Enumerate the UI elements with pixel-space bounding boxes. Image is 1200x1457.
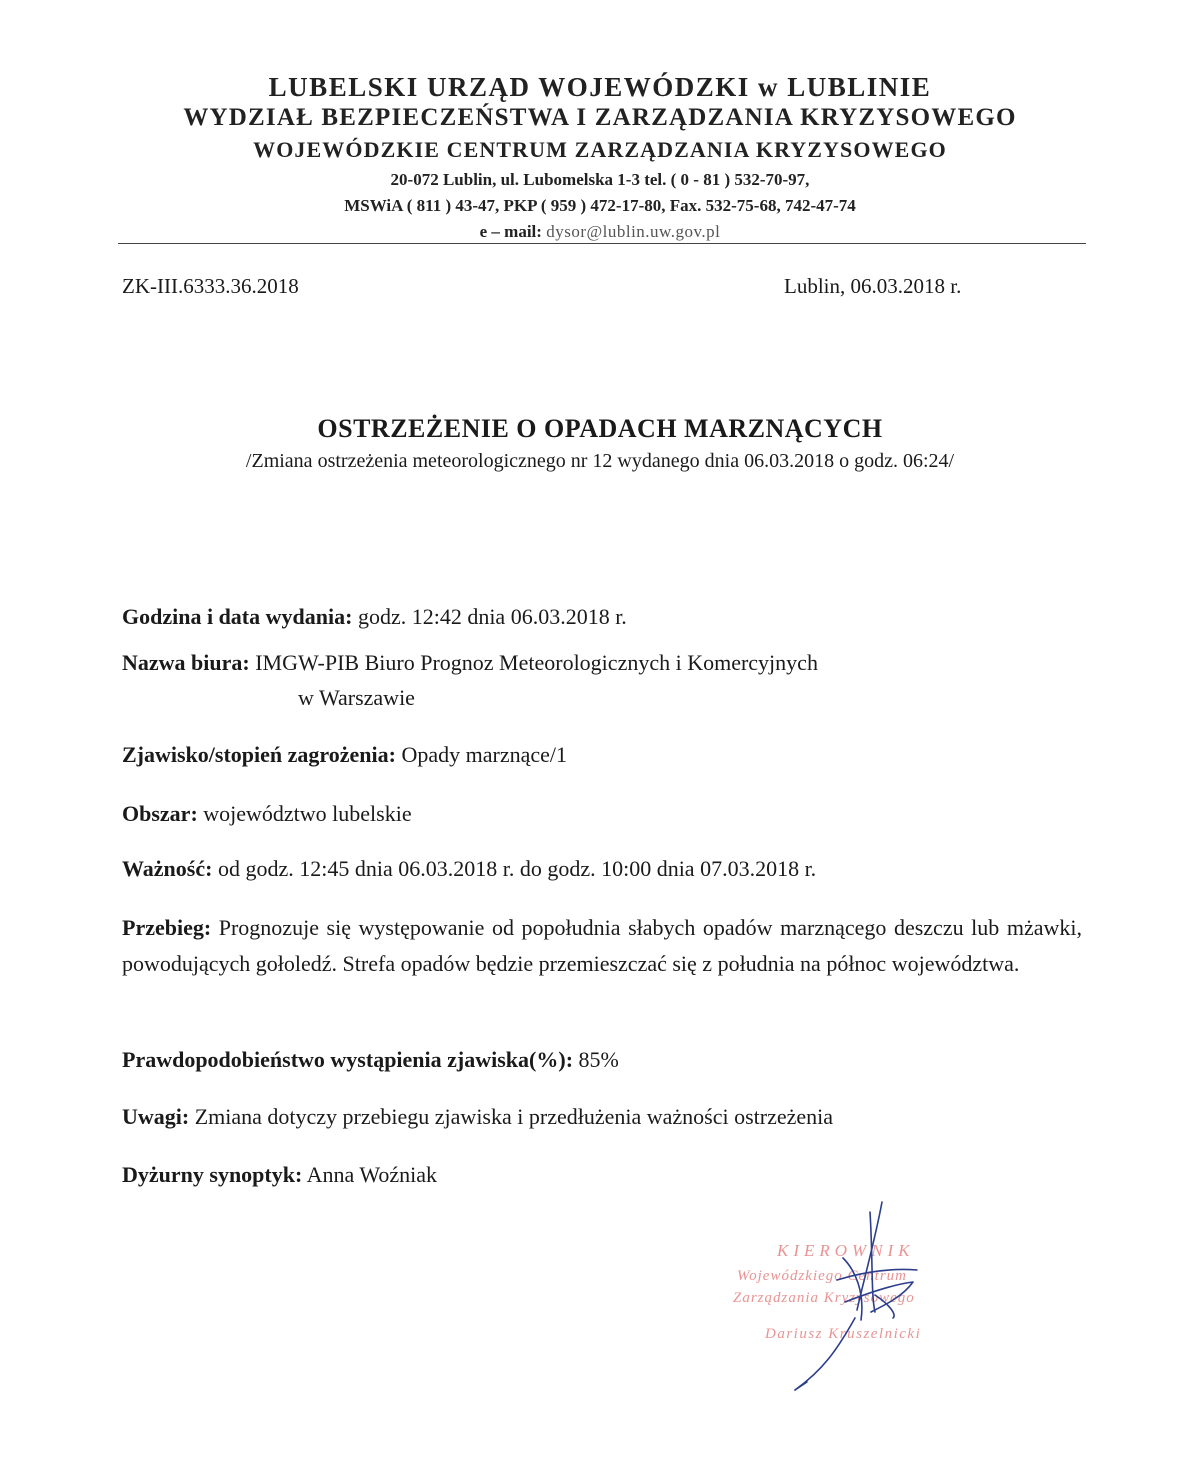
office-label: Nazwa biura: bbox=[122, 650, 250, 675]
stamp-line-2: Wojewódzkiego Centrum bbox=[737, 1268, 908, 1284]
document-title: OSTRZEŻENIE O OPADACH MARZNĄCYCH bbox=[317, 414, 883, 443]
header-center: WOJEWÓDZKIE CENTRUM ZARZĄDZANIA KRYZYSOWEGO bbox=[253, 137, 947, 162]
forecaster-value: Anna Woźniak bbox=[306, 1162, 438, 1187]
area-field bbox=[122, 798, 412, 829]
course-label: Przebieg: bbox=[122, 915, 212, 940]
stamp-line-3: Zarządzania Kryzysowego bbox=[733, 1290, 915, 1306]
place-date: Lublin, 06.03.2018 r. bbox=[784, 274, 962, 298]
office-value: IMGW-PIB Biuro Prognoz Meteorologicznych i Komercyjnych bbox=[255, 650, 818, 675]
probability-field bbox=[122, 1044, 619, 1075]
stamp-line-4: Dariusz Kruszelnicki bbox=[765, 1326, 922, 1342]
header-department: WYDZIAŁ BEZPIECZEŃSTWA I ZARZĄDZANIA KRYZYSOWEGO bbox=[183, 104, 1017, 131]
forecaster-field bbox=[122, 1159, 437, 1190]
validity-field bbox=[122, 853, 816, 884]
email-address: dysor@lublin.uw.gov.pl bbox=[546, 222, 721, 241]
probability-label: Prawdopodobieństwo wystąpienia zjawiska(%): bbox=[122, 1047, 574, 1072]
header-divider bbox=[118, 243, 1086, 244]
header-phones: MSWiA ( 811 ) 43-47, PKP ( 959 ) 472-17-80, Fax. 532-75-68, 742-47-74 bbox=[344, 196, 856, 215]
header-address: 20-072 Lublin, ul. Lubomelska 1-3 tel. ( 0 - 81 ) 532-70-97, bbox=[390, 170, 810, 189]
stamp-line-1: KIEROWNIK bbox=[777, 1241, 915, 1260]
remarks-value: Zmiana dotyczy przebiegu zjawiska i przedłużenia ważności ostrzeżenia bbox=[194, 1104, 834, 1129]
forecaster-label: Dyżurny synoptyk: bbox=[122, 1162, 303, 1187]
official-stamp-and-signature bbox=[725, 1200, 1005, 1400]
area-value: województwo lubelskie bbox=[203, 801, 412, 826]
header-office-name: LUBELSKI URZĄD WOJEWÓDZKI w LUBLINIE bbox=[268, 72, 932, 102]
document-subtitle: /Zmiana ostrzeżenia meteorologicznego nr 12 wydanego dnia 06.03.2018 o godz. 06:24/ bbox=[245, 450, 955, 472]
phenomenon-value: Opady marznące/1 bbox=[401, 742, 568, 767]
office-field bbox=[122, 647, 818, 678]
office-value-continued: w Warszawie bbox=[298, 685, 415, 710]
email-label: e – mail: bbox=[479, 222, 542, 241]
phenomenon-field bbox=[122, 739, 567, 770]
remarks-label: Uwagi: bbox=[122, 1104, 190, 1129]
stamp-text bbox=[733, 1241, 921, 1342]
header-email-line bbox=[0, 222, 1200, 242]
issued-field bbox=[122, 601, 627, 632]
issued-value: godz. 12:42 dnia 06.03.2018 r. bbox=[357, 604, 627, 629]
validity-value: od godz. 12:45 dnia 06.03.2018 r. do godz. 10:00 dnia 07.03.2018 r. bbox=[217, 856, 817, 881]
reference-number: ZK-III.6333.36.2018 bbox=[122, 274, 299, 298]
remarks-field bbox=[122, 1101, 833, 1132]
issued-label: Godzina i data wydania: bbox=[122, 604, 353, 629]
phenomenon-label: Zjawisko/stopień zagrożenia: bbox=[122, 742, 396, 767]
validity-label: Ważność: bbox=[122, 856, 213, 881]
area-label: Obszar: bbox=[122, 801, 198, 826]
course-field bbox=[122, 910, 1082, 982]
course-value: Prognozuje się występowanie od popołudnia słabych opadów marznącego deszczu lub mżawki, powodujących gołoledź. Strefa opadów będzie przemieszczać się z południa na północ województwa. bbox=[122, 915, 1082, 976]
probability-value: 85% bbox=[578, 1047, 619, 1072]
